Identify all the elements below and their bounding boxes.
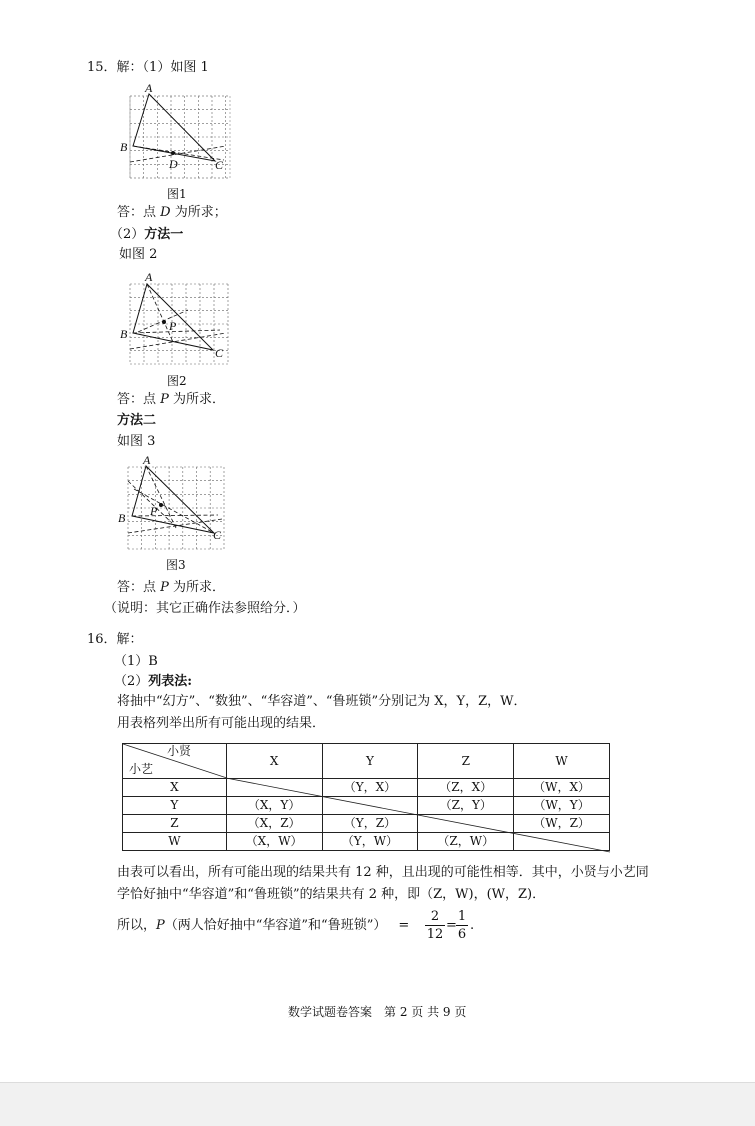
fraction-2-bar <box>456 925 468 926</box>
fig3-dashed-line-3 <box>132 515 218 516</box>
fig2-median-a <box>147 284 173 342</box>
page-footer: 数学试题卷答案 第 2 页 共 9 页 <box>288 1005 467 1019</box>
table-cell: （Z，W） <box>418 833 514 851</box>
table-cell: （X，W） <box>226 833 322 851</box>
fig2-point-p <box>162 320 166 324</box>
fraction-2-numerator: 1 <box>457 909 467 924</box>
fig3-caption: 图3 <box>166 558 186 572</box>
col-header: Z <box>418 744 514 779</box>
table-cell: （X，Y） <box>226 797 322 815</box>
fig3-reference: 如图 3 <box>117 434 156 449</box>
fig2-caption: 图2 <box>167 374 187 388</box>
q16-line-2: 用表格列举出所有可能出现的结果． <box>117 716 326 731</box>
fig1-label-c: C <box>215 158 224 172</box>
table-cell: （W，X） <box>514 779 610 797</box>
table-cell: （Z，Y） <box>418 797 514 815</box>
figure-1 <box>108 82 238 182</box>
q16-conclusion-2: 学恰好抽中“华容道”和“鲁班锁”的结果共有 2 种，即（Z，W)，(W，Z)． <box>117 887 546 902</box>
method-one-label: 方法一 <box>144 227 184 242</box>
row-label: Y <box>123 797 227 815</box>
corner-bottom-label: 小艺 <box>129 762 154 776</box>
table-cell: （Y，W） <box>322 833 418 851</box>
row-label: W <box>123 833 227 851</box>
q16-part-2 <box>114 674 192 690</box>
answer-2-suffix: 为所求． <box>168 392 226 407</box>
table-header-row <box>123 744 610 779</box>
answer-3-prefix: 答：点 <box>117 580 161 595</box>
fig2-triangle <box>133 284 213 350</box>
fraction-1-numerator: 2 <box>430 909 440 924</box>
fig1-point-d <box>171 151 175 155</box>
fig2-median-b <box>133 330 220 333</box>
fig2-label-p: P <box>169 319 177 333</box>
fig3-label-b: B <box>118 511 126 525</box>
fig3-label-c: C <box>213 528 222 542</box>
fig3-dashed-line-2 <box>146 466 176 528</box>
probability-equals: = <box>398 918 410 933</box>
probability-prefix: 所以， <box>117 918 157 933</box>
answer-3-variable: P <box>160 580 169 595</box>
table-cell: （X，Z） <box>226 815 322 833</box>
q15-answer-3 <box>117 580 225 596</box>
probability-variable: P <box>156 918 165 933</box>
table-cell: （W，Y） <box>514 797 610 815</box>
fig2-label-b: B <box>120 327 128 341</box>
part-2-prefix: （2） <box>110 227 145 242</box>
fig2-label-c: C <box>215 346 224 360</box>
answer-1-variable: D <box>160 205 171 220</box>
fraction-equals: = <box>446 918 457 933</box>
table-cell: （Z，X） <box>418 779 514 797</box>
fig2-label-a: A <box>145 270 153 284</box>
fig3-label-p: P <box>150 504 158 518</box>
fraction-2-denominator: 6 <box>457 927 467 942</box>
col-header: Y <box>322 744 418 779</box>
row-label: Z <box>123 815 227 833</box>
q16-part-2-prefix: （2） <box>114 674 149 689</box>
answer-2-prefix: 答：点 <box>117 392 161 407</box>
fig3-label-a: A <box>143 453 151 467</box>
probability-event: （两人恰好抽中“华容道”和“鲁班锁”） <box>164 918 387 933</box>
q16-heading: 16．解： <box>87 632 143 647</box>
q16-line-1: 将抽中“幻方”、“数独”、“华容道”、“鲁班锁”分别记为 X，Y，Z，W． <box>117 694 527 709</box>
figure-3 <box>106 453 236 553</box>
answer-3-suffix: 为所求． <box>168 580 226 595</box>
fig1-dashed-line-2 <box>133 146 224 160</box>
col-header: W <box>514 744 610 779</box>
fig1-label-d: D <box>169 157 178 171</box>
table-corner-cell <box>123 744 227 779</box>
answer-2-variable: P <box>160 392 169 407</box>
fig2-reference: 如图 2 <box>119 247 158 262</box>
col-header: X <box>226 744 322 779</box>
table-cell: （W，Z） <box>514 815 610 833</box>
fig2-grid <box>130 284 228 364</box>
q15-note: （说明：其它正确作法参照给分．） <box>104 601 306 616</box>
fraction-1-bar <box>425 925 445 926</box>
q15-answer-2 <box>117 392 225 408</box>
table-diagonal-line <box>226 778 610 852</box>
fig1-triangle <box>133 94 215 161</box>
q16-conclusion-1: 由表可以看出，所有可能出现的结果共有 12 种，且出现的可能性相等．其中，小贤与小艺同 <box>117 865 649 880</box>
fig1-caption: 图1 <box>167 187 187 201</box>
fig1-label-b: B <box>120 140 128 154</box>
fig3-point-p <box>159 503 163 507</box>
q16-part-1: （1）B <box>114 654 158 669</box>
figure-2 <box>108 270 238 370</box>
corner-top-label: 小贤 <box>167 744 192 758</box>
fraction-end: . <box>470 918 475 933</box>
viewer-bottom-bar <box>0 1082 755 1126</box>
q15-answer-1 <box>117 205 227 221</box>
answer-1-suffix: 为所求； <box>170 205 227 220</box>
table-cell: （Y，Z） <box>322 815 418 833</box>
table-cell: （Y，X） <box>322 779 418 797</box>
method-two-label: 方法二 <box>117 413 157 428</box>
q16-probability-line <box>117 918 409 934</box>
fig3-triangle <box>132 466 214 533</box>
table-method-label: 列表法: <box>148 674 193 689</box>
fraction-1-denominator: 12 <box>426 927 444 942</box>
fig3-dashed-line-4 <box>128 519 222 533</box>
q15-heading: 15．解：（1）如图 1 <box>87 60 209 75</box>
fig1-label-a: A <box>145 81 153 95</box>
row-label: X <box>123 779 227 797</box>
q15-part-2 <box>110 227 183 243</box>
answer-1-prefix: 答：点 <box>117 205 161 220</box>
